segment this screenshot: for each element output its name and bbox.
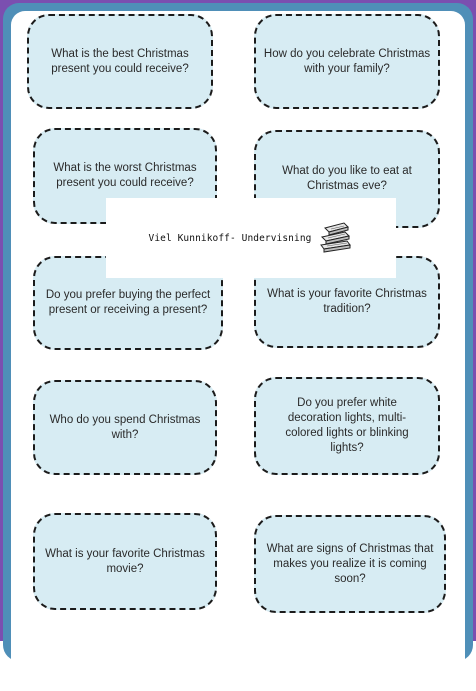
- books-icon: [317, 219, 353, 258]
- question-card: [254, 515, 446, 613]
- question-text: What is your favorite Christmas tradition?: [267, 288, 427, 315]
- question-text: Do you prefer buying the perfect present or receiving a present?: [45, 289, 211, 316]
- question-text: Do you prefer white decoration lights, multi-colored lights or blinking lights?: [285, 397, 409, 454]
- question-card: [254, 377, 440, 475]
- question-text: Who do you spend Christmas with?: [49, 413, 201, 441]
- question-text: What do you like to eat at Christmas eve?: [282, 165, 412, 192]
- question-text: What is the best Christmas present you could receive?: [51, 47, 189, 75]
- question-card: [33, 380, 217, 475]
- question-text: What are signs of Christmas that makes you realize it is coming soon?: [266, 542, 434, 585]
- watermark: [106, 198, 396, 278]
- watermark-text: Viel Kunnikoff- Undervisning: [148, 232, 312, 244]
- question-card: [33, 513, 217, 610]
- question-text: How do you celebrate Christmas with your family?: [263, 47, 431, 75]
- question-card: [254, 14, 440, 109]
- question-card: [27, 14, 213, 109]
- question-text: What is your favorite Christmas movie?: [45, 547, 205, 575]
- question-text: What is the worst Christmas present you could receive?: [53, 162, 197, 189]
